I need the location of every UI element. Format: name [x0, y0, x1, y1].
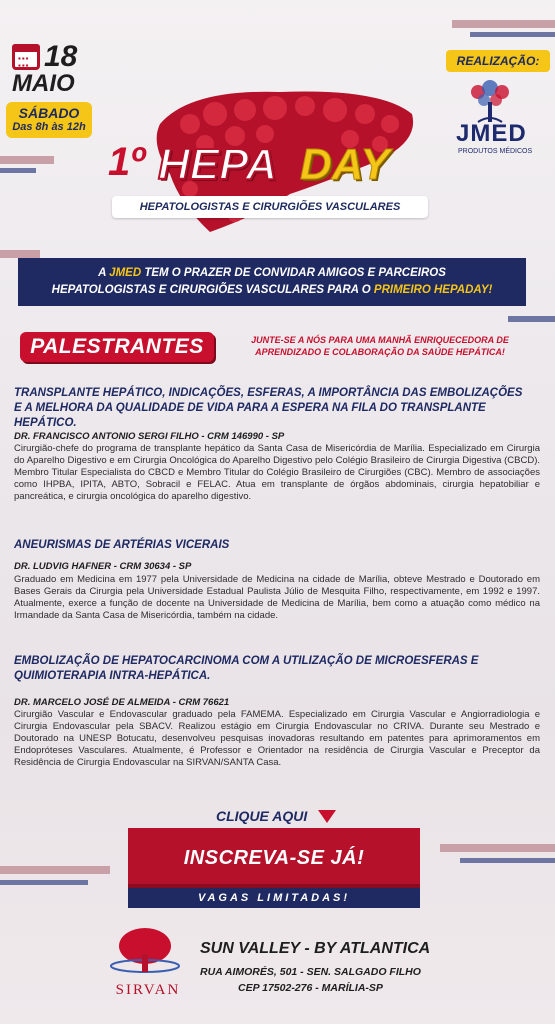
talk-bio: Cirurgião Vascular e Endovascular graduado pela FAMEMA. Especializado em Cirurgia Vascular e Angiorradiologia e Cirurgia Endovascular pela SBACV. Realizou estágio em Cirurgia Endovascular no CRIVA. Durante seu Mestrado e Doutorado na UNESP Botucatu, desenvolveu pesquisas inovadoras resultando em patentes para aprimoramentos em Endopróteses Vasculares. Atualmente, é Professor e Orientador na residência de Cirurgia Vascular e Preceptor da Residência de Cirurgia Endovascular na SIRVAN/SANTA Casa.: [14, 709, 540, 768]
talk-speaker: DR. MARCELO JOSÉ DE ALMEIDA - CRM 76621: [14, 697, 230, 708]
decor-stripe: [0, 250, 40, 258]
talk-topic-line: EMBOLIZAÇÃO DE HEPATOCARCINOMA COM A UTILIZAÇÃO DE MICROESFERAS E: [14, 655, 479, 667]
talk-topic: [14, 386, 544, 431]
talk-bio: Cirurgião-chefe do programa de transplante hepático da Santa Casa de Misericórdia de Marília. Especializado em Cirurgia do Aparelho Digestivo e em Cirurgia Oncológica do Aparelho Digestivo pelo Colégio Brasileiro de Cirurgia Digestiva (CBCD). Membro Titular Especialista do CBCD e Membro Titular do Colégio Brasileiro de Cirurgiões (CBC). Membro de associações como IHPBA, IPITA, ABTO, Sobracil e FELAC. Atua em transplante de órgãos abdominais, cirurgia hepatobiliar e pancreática, e cirurgia oncológica do aparelho digestivo.: [14, 443, 540, 502]
talk-topic-line: ANEURISMAS DE ARTÉRIAS VICERAIS: [14, 539, 230, 551]
speakers-note: [230, 334, 530, 358]
calendar-icon: ▪▪▪ ▪▪▪: [12, 44, 40, 70]
weekday-badge: [6, 102, 92, 138]
decor-stripe: [508, 316, 555, 322]
talk-bio: Graduado em Medicina em 1977 pela Universidade de Medicina na cidade de Marília, obteve Mestrado e Doutorado em Bases Gerais da Cirurgia pela Universidade Estadual Paulista Júlio de Mesquita Filho, respectivamente, em 1992 e 1997. Atualmente, exerce a função de docente na Universidade de Medicina de Marília, bem como a atuação como médico na Irmandade da Santa Casa de Misericórdia, também na cidade.: [14, 574, 540, 621]
invite-text: TEM O PRAZER DE CONVIDAR AMIGOS E PARCEIROS: [141, 267, 446, 279]
jmed-logo-subtitle: PRODUTOS MÉDICOS: [458, 148, 533, 155]
decor-stripe: [452, 20, 555, 28]
talk-topic-line: E A MELHORA DA QUALIDADE DE VIDA PARA A ESPERA NA FILA DO TRANSPLANTE HEPÁTICO.: [14, 402, 486, 429]
talk-topic: [14, 538, 544, 553]
decor-stripe: [0, 168, 36, 173]
talk-topic-line: QUIMIOTERAPIA INTRA-HEPÁTICA.: [14, 670, 211, 682]
click-here-label[interactable]: CLIQUE AQUI: [216, 808, 308, 824]
venue-name: SUN VALLEY - BY ATLANTICA: [200, 940, 431, 957]
organizer-label: REALIZAÇÃO:: [446, 50, 550, 72]
jmed-logo-text: JMED: [456, 120, 527, 147]
talk-speaker: DR. LUDVIG HAFNER - CRM 30634 - SP: [14, 561, 192, 572]
invite-highlight: PRIMEIRO HEPADAY!: [373, 284, 493, 296]
weekday: SÁBADO: [18, 105, 80, 121]
decor-stripe: [460, 858, 555, 863]
sirvan-logo-text: SIRVAN: [115, 982, 181, 998]
limited-spots-label: VAGAS LIMITADAS!: [128, 888, 420, 908]
invite-text: A: [98, 267, 110, 279]
invite-text: HEPATOLOGISTAS E CIRURGIÕES VASCULARES PARA O: [51, 284, 374, 296]
event-month: MAIO: [12, 70, 75, 97]
decor-stripe: [0, 880, 88, 885]
event-day: 18: [44, 40, 78, 73]
sirvan-tree-logo: [108, 924, 182, 980]
event-hours: Das 8h às 12h: [12, 121, 86, 133]
arrow-down-icon: [318, 810, 336, 823]
venue-address: RUA AIMORÉS, 501 - SEN. SALGADO FILHO: [200, 966, 421, 978]
speakers-note-line: JUNTE-SE A NÓS PARA UMA MANHÃ ENRIQUECEDORA DE: [251, 335, 509, 345]
talk-speaker: DR. FRANCISCO ANTONIO SERGI FILHO - CRM 146990 - SP: [14, 431, 285, 442]
event-ordinal: 1º: [108, 140, 145, 184]
event-title-day: DAY: [300, 140, 390, 189]
event-subtitle: HEPATOLOGISTAS E CIRURGIÕES VASCULARES: [112, 196, 428, 218]
venue-cep: CEP 17502-276 - MARÍLIA-SP: [238, 982, 383, 994]
invite-banner: [18, 258, 526, 306]
decor-stripe: [0, 156, 54, 164]
event-title-hepa: HEPA: [158, 140, 277, 189]
decor-stripe: [0, 866, 110, 874]
speakers-note-line: APRENDIZADO E COLABORAÇÃO DA SAÚDE HEPÁTICA!: [255, 347, 505, 357]
decor-stripe: [470, 32, 555, 37]
jmed-tree-logo: [464, 78, 516, 124]
speakers-title: PALESTRANTES: [20, 332, 214, 362]
register-button[interactable]: INSCREVA-SE JÁ!: [128, 828, 420, 888]
decor-stripe: [440, 844, 555, 852]
talk-topic-line: TRANSPLANTE HEPÁTICO, INDICAÇÕES, ESFERAS, A IMPORTÂNCIA DAS EMBOLIZAÇÕES: [14, 387, 523, 399]
invite-brand: JMED: [109, 267, 142, 279]
talk-topic: [14, 654, 544, 684]
